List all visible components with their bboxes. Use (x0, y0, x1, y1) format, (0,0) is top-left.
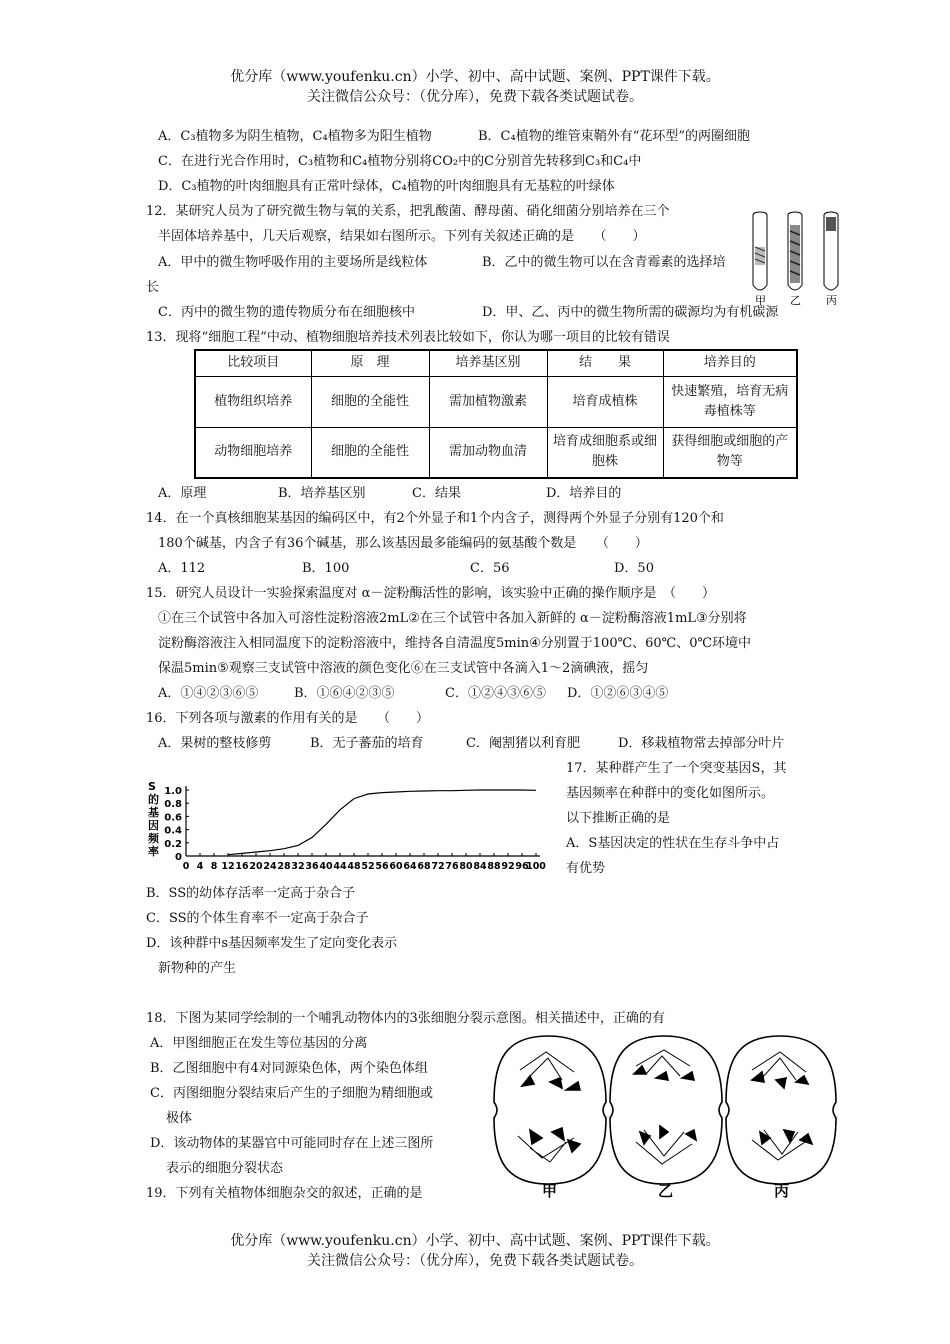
tube-label-yi: 乙 (790, 294, 801, 305)
x-tick-label: 88 (487, 861, 501, 872)
q17-option-b: B．SS的幼体存活率一定高于杂合子 (146, 886, 356, 901)
q11-option-a: A．C₃植物多为阴生植物，C₄植物多为阳生植物 (158, 129, 432, 144)
q12-stem-line-1: 12．某研究人员为了研究微生物与氧的关系，把乳酸菌、酵母菌、硝化细菌分别培养在三个 (146, 204, 670, 219)
table-cell: 植物组织培养 (195, 376, 311, 427)
table-row (195, 376, 797, 427)
q14-option-a: A．112 (158, 561, 206, 576)
y-axis-ticks (164, 786, 189, 863)
q13-stem: 13．现将“细胞工程”中动、植物细胞培养技术列表比较如下，你认为哪一项目的比较有错误 (146, 330, 670, 345)
x-tick-label: 28 (277, 861, 291, 872)
q17-option-a-line-1: A．S基因决定的性状在生存斗争中占 (566, 836, 780, 851)
x-tick-label: 80 (459, 861, 473, 872)
table-header-row (195, 350, 797, 376)
q16-option-c: C．阉割猪以利育肥 (466, 736, 580, 751)
x-tick-label: 12 (221, 861, 235, 872)
table-cell: 培育成植株 (547, 376, 663, 427)
x-tick-label: 4 (196, 861, 204, 872)
y-axis-label-char: 基 (148, 806, 159, 819)
tube-label-bing: 丙 (826, 294, 837, 305)
table-cell: 细胞的全能性 (311, 427, 429, 478)
q17-option-d-line-1: D．该种群中s基因频率发生了定向变化表示 (146, 936, 398, 951)
y-tick-label: 0.6 (164, 812, 182, 824)
y-tick-label: 0 (175, 852, 182, 863)
header-line-2: 关注微信公众号：（优分库），免费下载各类试题试卷。 (307, 89, 643, 105)
y-tick-label: 1.0 (164, 786, 182, 797)
q12-option-b: B．乙中的微生物可以在含青霉素的选择培 (482, 255, 726, 270)
footer-line-1: 优分库（www.youfenku.cn）小学、初中、高中试题、案例、PPT课件下载。 (230, 1233, 720, 1249)
cell-jia (494, 1036, 606, 1184)
x-tick-label: 56 (375, 861, 389, 872)
q16-option-b: B．无子蕃茄的培育 (310, 736, 424, 751)
q16-option-a: A．果树的整枝修剪 (158, 736, 272, 751)
q14-option-c: C．56 (470, 561, 510, 576)
q17-option-c: C．SS的个体生育率不一定高于杂合子 (146, 911, 369, 926)
q14-stem-line-2: 180个碱基，内含子有36个碱基，那么该基因最多能编码的氨基酸个数是 （ ） (158, 536, 648, 551)
table-header: 比较项目 (195, 350, 311, 376)
x-tick-label: 24 (263, 861, 277, 872)
table-cell: 动物细胞培养 (195, 427, 311, 478)
x-tick-label: 36 (305, 861, 319, 872)
x-tick-label: 84 (473, 861, 487, 872)
q15-steps-line-2: 淀粉酶溶液注入相同温度下的淀粉溶液中，维持各自清温度5min④分别置于100℃、60℃、0℃环境中 (158, 636, 752, 651)
q15-steps-line-1: ①在三个试管中各加入可溶性淀粉溶液2mL②在三个试管中各加入新鲜的 α－淀粉酶溶液1mL③分别将 (158, 611, 747, 626)
y-tick-label: 0.8 (164, 799, 182, 811)
x-tick-label: 100 (526, 861, 546, 872)
cell-division-figure (490, 1030, 840, 1198)
x-tick-label: 0 (182, 861, 190, 872)
x-tick-label: 76 (445, 861, 459, 872)
q12-option-d: D．甲、乙、丙中的微生物所需的碳源均为有机碳源 (482, 305, 779, 320)
q18-option-c-line-1: C．丙图细胞分裂结束后产生的子细胞为精细胞或 (150, 1086, 433, 1101)
x-tick-label: 68 (417, 861, 431, 872)
cell-bing (726, 1036, 836, 1184)
cell-label-yi: 乙 (658, 1182, 674, 1198)
q15-option-c: C．①②④③⑥⑤ (445, 686, 546, 701)
table-header: 培养基区别 (429, 350, 547, 376)
q12-stem-line-2: 半固体培养基中，几天后观察，结果如右图所示。下列有关叙述正确的是 （ ） (158, 229, 646, 244)
gene-frequency-chart (140, 780, 550, 880)
x-tick-label: 20 (249, 861, 263, 872)
q13-option-b: B．培养基区别 (278, 486, 366, 501)
table-header: 结 果 (547, 350, 663, 376)
x-tick-label: 48 (347, 861, 361, 872)
y-axis-label-char: S (148, 780, 156, 793)
comparison-table (194, 349, 798, 479)
table-cell: 获得细胞或细胞的产物等 (663, 427, 797, 478)
q12-option-b-continued: 长 (146, 280, 160, 295)
test-tubes-figure (745, 205, 855, 305)
q15-steps-line-3: 保温5min⑤观察三支试管中溶液的颜色变化⑥在三支试管中各滴入1～2滴碘液，摇匀 (158, 661, 649, 676)
cell-label-bing: 丙 (774, 1182, 790, 1198)
x-tick-label: 72 (431, 861, 445, 872)
q19-stem: 19．下列有关植物体细胞杂交的叙述，正确的是 (146, 1186, 423, 1201)
footer-line-2: 关注微信公众号：（优分库），免费下载各类试题试卷。 (307, 1253, 643, 1269)
series-line-s (228, 790, 536, 855)
x-tick-label: 40 (319, 861, 333, 872)
y-axis-label-char: 频 (148, 832, 159, 845)
q15-option-b: B．①⑥④②③⑤ (294, 686, 395, 701)
x-tick-label: 44 (333, 861, 347, 872)
q18-option-a: A．甲图细胞正在发生等位基因的分离 (150, 1036, 368, 1051)
x-tick-label: 8 (210, 861, 218, 872)
q18-option-d-line-2: 表示的细胞分裂状态 (166, 1161, 284, 1176)
q18-option-b: B．乙图细胞中有4对同源染色体，两个染色体组 (150, 1061, 428, 1076)
q18-stem: 18．下图为某同学绘制的一个哺乳动物体内的3张细胞分裂示意图。相关描述中，正确的有 (146, 1011, 665, 1026)
x-tick-label: 52 (361, 861, 375, 872)
y-axis-label-char: 率 (148, 845, 159, 858)
table-cell: 培育成细胞系或细胞株 (547, 427, 663, 478)
q17-option-d-line-2: 新物种的产生 (158, 961, 237, 976)
x-tick-label: 60 (389, 861, 403, 872)
table-header: 原 理 (311, 350, 429, 376)
q16-option-d: D．移栽植物常去掉部分叶片 (618, 736, 785, 751)
x-tick-label: 96 (515, 861, 529, 872)
q18-option-c-line-2: 极体 (166, 1111, 193, 1126)
y-tick-label: 0.4 (164, 825, 182, 837)
tube-yi (788, 212, 802, 290)
q17-stem-line-3: 以下推断正确的是 (566, 811, 671, 826)
y-axis-label (148, 780, 160, 858)
table-row (195, 427, 797, 478)
q13-option-a: A．原理 (158, 486, 207, 501)
table-cell: 快速繁殖，培育无病毒植株等 (663, 376, 797, 427)
q11-option-b: B．C₄植物的维管束鞘外有“花环型”的两圈细胞 (478, 129, 751, 144)
q15-option-d: D．①②⑥③④⑤ (567, 686, 669, 701)
table-cell: 细胞的全能性 (311, 376, 429, 427)
x-tick-label: 16 (235, 861, 249, 872)
q14-stem-line-1: 14．在一个真核细胞某基因的编码区中，有2个外显子和1个内含子，测得两个外显子分别有120个和 (146, 511, 724, 526)
q13-option-d: D．培养目的 (546, 486, 622, 501)
q14-option-b: B．100 (302, 561, 350, 576)
table-cell: 需加动物血清 (429, 427, 547, 478)
table-header: 培养目的 (663, 350, 797, 376)
x-tick-label: 32 (291, 861, 305, 872)
x-tick-label: 92 (501, 861, 515, 872)
q13-option-c: C．结果 (412, 486, 461, 501)
tube-label-jia: 甲 (755, 294, 766, 305)
q17-option-a-line-2: 有优势 (566, 861, 606, 876)
q11-option-d: D．C₃植物的叶肉细胞具有正常叶绿体，C₄植物的叶肉细胞具有无基粒的叶绿体 (158, 179, 615, 194)
header-line-1: 优分库（www.youfenku.cn）小学、初中、高中试题、案例、PPT课件下载。 (230, 69, 720, 85)
x-tick-label: 64 (403, 861, 417, 872)
q15-option-a: A．①④②③⑥⑤ (158, 686, 259, 701)
y-axis-label-char: 的 (148, 793, 159, 806)
q16-stem: 16．下列各项与激素的作用有关的是 （ ） (146, 711, 430, 726)
cell-label-jia: 甲 (542, 1182, 558, 1198)
q15-stem: 15．研究人员设计一实验探索温度对 α－淀粉酶活性的影响，该实验中正确的操作顺序是 （ ） (146, 586, 715, 601)
tube-jia (753, 212, 767, 290)
table-cell: 需加植物激素 (429, 376, 547, 427)
q12-option-a: A．甲中的微生物呼吸作用的主要场所是线粒体 (158, 255, 428, 270)
q14-option-d: D．50 (614, 561, 654, 576)
q12-option-c: C．丙中的微生物的遗传物质分布在细胞核中 (158, 305, 415, 320)
tube-bing (824, 212, 838, 290)
q18-option-d-line-1: D．该动物体的某器官中可能同时存在上述三图所 (150, 1136, 434, 1151)
cell-yi (610, 1036, 722, 1184)
q11-option-c: C．在进行光合作用时，C₃植物和C₄植物分别将CO₂中的C分别首先转移到C₃和C₄中 (158, 154, 642, 169)
y-tick-label: 0.2 (164, 838, 182, 850)
y-axis-label-char: 因 (148, 819, 159, 832)
q17-stem-line-2: 基因频率在种群中的变化如图所示。 (566, 786, 775, 801)
q17-stem-line-1: 17．某种群产生了一个突变基因S，其 (566, 761, 787, 776)
